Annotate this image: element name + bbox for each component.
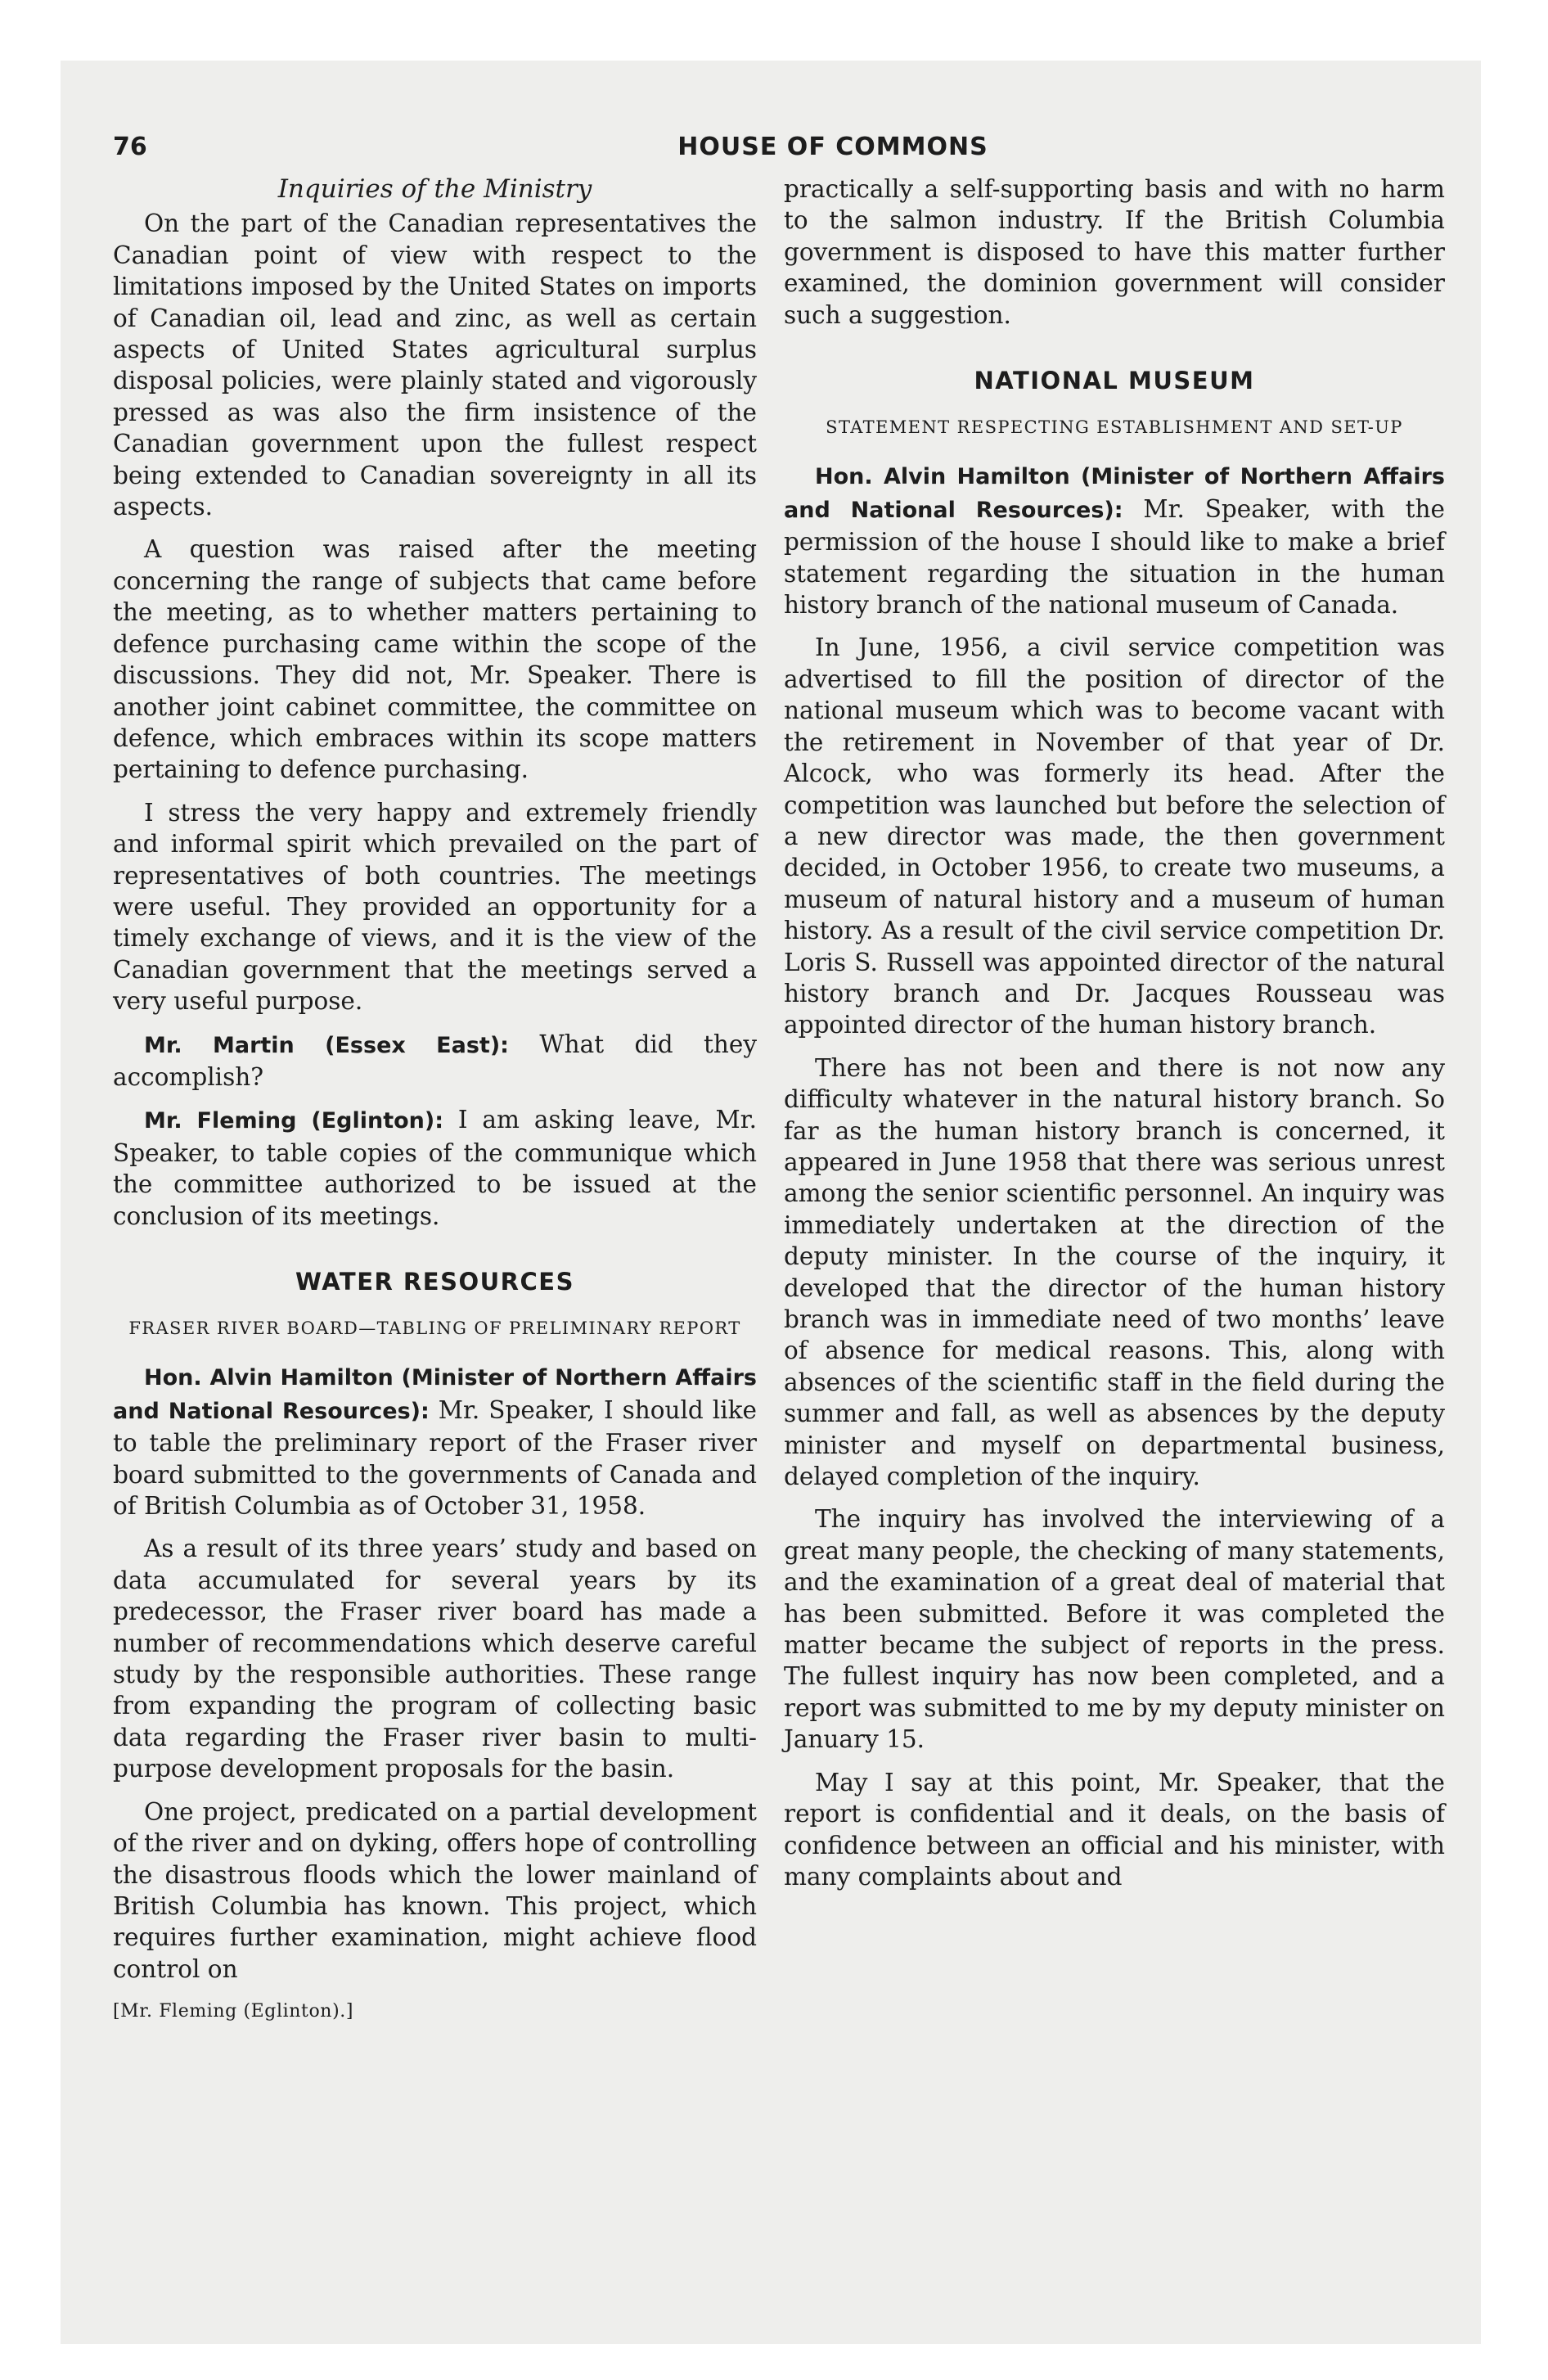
paragraph: One project, predicated on a partial development of the river and on dyking, offers hope of controlling the disastrous floods which the lower mainland of British Columbia has known. This project, which requires further examination, might achieve flood control on bbox=[113, 1797, 757, 1983]
paragraph: A question was raised after the meeting concerning the range of subjects that came before the meeting, as to whether matters pertaining to defence purchasing came within the scope of the discussions. They did not, Mr. Speaker. There is another joint cabinet committee, the committee on defence, which embraces within its scope matters pertaining to defence purchasing. bbox=[113, 535, 757, 784]
speech-text: What did they accomplish? bbox=[113, 1030, 757, 1091]
page-header bbox=[113, 133, 1455, 174]
paragraph: There has not been and there is not now any difficulty whatever in the natural history branch. So far as the human history branch is concerned, it appeared in June 1958 that there was serious unrest among the senior scientific personnel. An inquiry was immediately undertaken at the direction of the deputy minister. In the course of the inquiry, it developed that the director of the human history branch was in immediate need of two months’ leave of absence for medical reasons. This, along with absences of the scientific staff in the field during the summer and fall, as well as absences by the deputy minister and myself on departmental business, delayed completion of the inquiry. bbox=[784, 1053, 1445, 1491]
paragraph bbox=[113, 1104, 757, 1232]
speaker-name: Hon. Alvin Hamilton (Minister of Northern Affairs and National Resources): bbox=[784, 464, 1445, 523]
section-subheading: FRASER RIVER BOARD—TABLING OF PRELIMINARY REPORT bbox=[128, 1318, 741, 1339]
paragraph: On the part of the Canadian representatives the Canadian point of view with respect to the limitations imposed by the United States on imports of Canadian oil, lead and zinc, as well as certain aspects of United States agricultural surplus disposal policies, were plainly stated and vigorously pressed as was also the firm insistence of the Canadian government upon the fullest respect being extended to Canadian sovereignty in all its aspects. bbox=[113, 210, 757, 521]
paragraph: practically a self-supporting basis and with no harm to the salmon industry. If the British Columbia government is disposed to have this matter further examined, the dominion government will consider such a suggestion. bbox=[784, 175, 1445, 329]
left-column bbox=[113, 174, 757, 2040]
section-subhead: Inquiries of the Ministry bbox=[277, 174, 592, 204]
speaker-name: Hon. Alvin Hamilton (Minister of Northern Affairs and National Resources): bbox=[113, 1365, 757, 1424]
section-heading: WATER RESOURCES bbox=[295, 1268, 574, 1296]
speech-text: Mr. Speaker, I should like to table the preliminary report of the Fraser river board submitted to the governments of Canada and of British Columbia as of October 31, 1958. bbox=[113, 1395, 757, 1521]
paragraph: I stress the very happy and extremely friendly and informal spirit which prevailed on the part of representatives of both countries. The meetings were useful. They provided an opportunity for a timely exchange of views, and it is the view of the Canadian government that the meetings served a very useful purpose. bbox=[113, 798, 757, 1016]
speech-text: I am asking leave, Mr. Speaker, to table copies of the communique which the committee authorized to be issued at the conclusion of its meetings. bbox=[113, 1106, 757, 1230]
section-subheading: STATEMENT RESPECTING ESTABLISHMENT AND SET-UP bbox=[826, 417, 1403, 438]
speaker-name: Mr. Martin (Essex East): bbox=[144, 1032, 509, 1058]
page-footer: [Mr. Fleming (Eglinton).] bbox=[113, 2001, 354, 2022]
right-column bbox=[784, 174, 1445, 1904]
paragraph bbox=[113, 1029, 757, 1093]
paragraph: In June, 1956, a civil service competition was advertised to fill the position of director of the national museum which was to become vacant with the retirement in November of that year of Dr. Alcock, who was formerly its head. After the competition was launched but before the selection of a new director was made, the then government decided, in October 1956, to create two museums, a museum of natural history and a museum of human history. As a result of the civil service competition Dr. Loris S. Russell was appointed director of the natural history branch and Dr. Jacques Rousseau was appointed director of the human history branch. bbox=[784, 633, 1445, 1039]
speech-text: Mr. Speaker, with the permission of the house I should like to make a brief statement regarding the situation in the human history branch of the national museum of Canada. bbox=[784, 494, 1445, 620]
speaker-name: Mr. Fleming (Eglinton): bbox=[144, 1108, 444, 1134]
section-heading: NATIONAL MUSEUM bbox=[974, 367, 1255, 395]
paragraph: The inquiry has involved the interviewing of a great many people, the checking of many statements, and the examination of a great deal of material that has been submitted. Before it was completed the matter became the subject of reports in the press. The fullest inquiry has now been completed, and a report was submitted to me by my deputy minister on January 15. bbox=[784, 1505, 1445, 1754]
running-head: HOUSE OF COMMONS bbox=[677, 133, 988, 161]
paragraph: May I say at this point, Mr. Speaker, that the report is confidential and it deals, on the basis of confidence between an official and his minister, with many complaints about and bbox=[784, 1768, 1445, 1891]
page-number: 76 bbox=[113, 133, 147, 161]
paragraph bbox=[784, 460, 1445, 620]
paragraph bbox=[113, 1361, 757, 1521]
paragraph: As a result of its three years’ study and based on data accumulated for several years by its predecessor, the Fraser river board has made a number of recommendations which deserve careful study by the responsible authorities. These range from expanding the program of collecting basic data regarding the Fraser river basin to multi-purpose development proposals for the basin. bbox=[113, 1535, 757, 1783]
